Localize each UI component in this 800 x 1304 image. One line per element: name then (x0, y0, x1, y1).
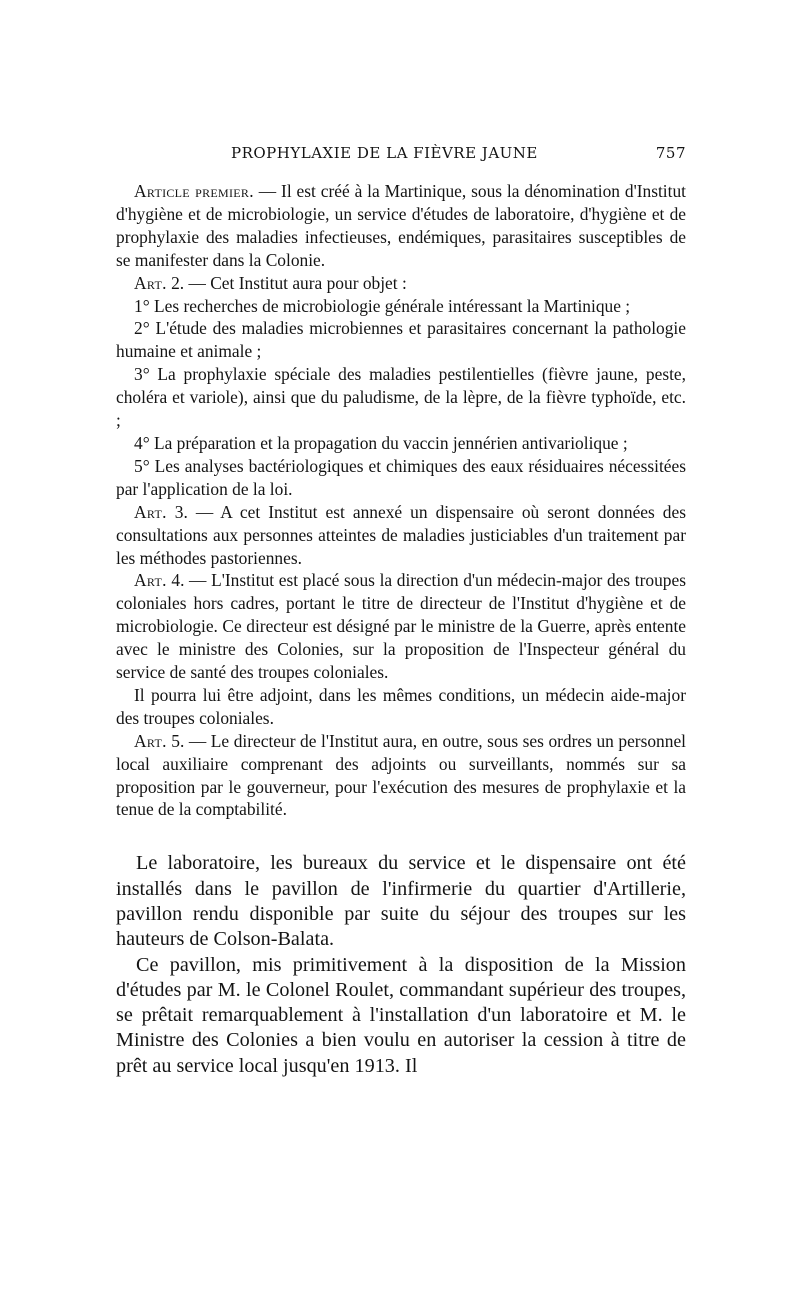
article-label: Article premier. (134, 181, 254, 201)
body-paragraph-2: Ce pavillon, mis primitivement à la disposition de la Mission d'études par M. le Colonel Roulet, commandant supérieur des troupes, se prêtait remarquablement à l'installation d'un laboratoire et M. le Ministre des Colonies a bien voulu en autoriser la cession à titre de prêt au service local jusqu'en 1913. Il (116, 953, 686, 1077)
article-5 (116, 730, 686, 822)
article-2-item-5: 5° Les analyses bactériologiques et chimiques des eaux résiduaires nécessitées par l'application de la loi. (116, 455, 686, 499)
body-text (116, 851, 686, 1079)
article-2-item-1: 1° Les recherches de microbiologie générale intéressant la Martinique ; (134, 295, 631, 316)
article-text: — Il est créé à la Martinique, sous la dénomination d'Institut d'hygiène et de microbiologie, un service d'études de laboratoire, d'hygiène et de prophylaxie des maladies infectieuses, endémiques, parasitaires susceptibles de se manifester dans la Colonie. (116, 181, 686, 270)
body-paragraph-1: Le laboratoire, les bureaux du service et le dispensaire ont été installés dans le pavillon de l'infirmerie du quartier d'Artillerie, pavillon rendu disponible par suite du séjour des troupes sur les hauteurs de Colson-Balata. (116, 852, 686, 951)
running-head (116, 144, 686, 168)
article-2-item-2: 2° L'étude des maladies microbiennes et parasitaires concernant la pathologie humaine et animale ; (116, 318, 686, 362)
article-text: 2. — Cet Institut aura pour objet : (166, 272, 407, 293)
article-text: 3. — A cet Institut est annexé un dispensaire où seront données des consultations aux personnes atteintes de maladies justiciables d'un traitement par les méthodes pastoriennes. (116, 501, 686, 568)
article-label: Art. (134, 570, 167, 591)
article-2 (116, 272, 686, 295)
article-text: 4. — L'Institut est placé sous la direction d'un médecin-major des troupes coloniales hors cadres, portant le titre de directeur de l'Institut d'hygiène et de microbiologie. Ce directeur est désigné par le ministre de la Guerre, après entente avec le ministre des Colonies, sur la proposition de l'Inspecteur général du service de santé des troupes coloniales. (116, 570, 686, 683)
article-label: Art. (134, 501, 167, 522)
decree-articles (116, 180, 686, 821)
article-3 (116, 501, 686, 570)
article-label: Art. (134, 272, 167, 293)
running-title: PROPHYLAXIE DE LA FIÈVRE JAUNE (231, 144, 538, 162)
article-2-item-3: 3° La prophylaxie spéciale des maladies pestilentielles (fièvre jaune, peste, choléra et variole), ainsi que du paludisme, de la lèpre, de la fièvre typhoïde, etc. ; (116, 364, 686, 431)
article-1 (116, 180, 686, 272)
article-4 (116, 569, 686, 684)
article-label: Art. (134, 730, 167, 751)
article-4-addendum: Il pourra lui être adjoint, dans les mêmes conditions, un médecin aide-major des troupes coloniales. (116, 684, 686, 728)
article-2-item-4: 4° La préparation et la propagation du vaccin jennérien antivariolique ; (134, 432, 628, 453)
book-page (116, 144, 686, 1079)
page-number: 757 (655, 144, 686, 162)
article-text: 5. — Le directeur de l'Institut aura, en outre, sous ses ordres un personnel local auxiliaire comprenant des adjoints ou surveillants, nommés sur sa proposition par le gouverneur, pour l'exécution des mesures de prophylaxie et la tenue de la comptabilité. (116, 730, 686, 820)
